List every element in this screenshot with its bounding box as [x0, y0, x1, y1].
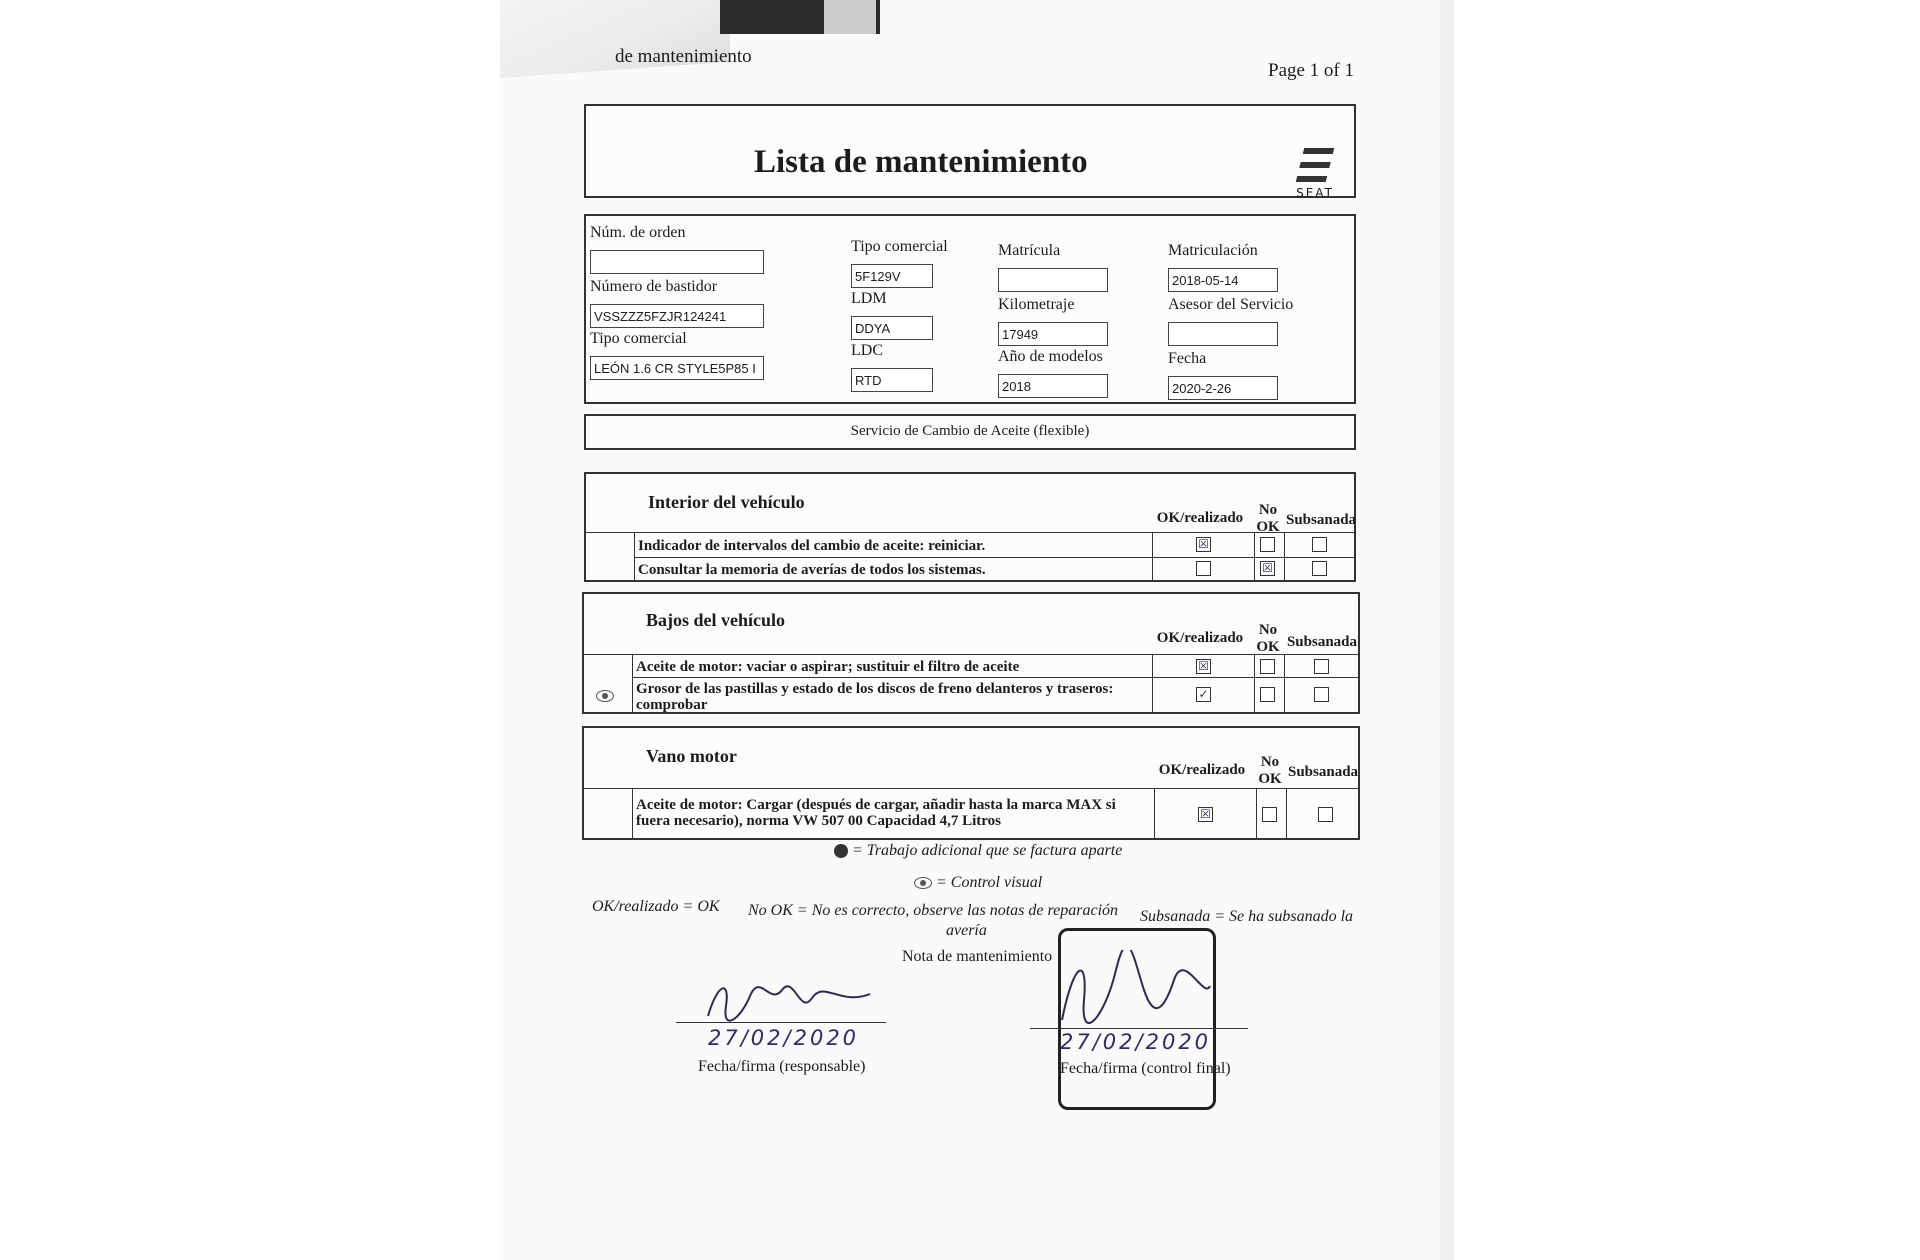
brand-wordmark: SEAT	[1296, 186, 1334, 200]
subsanada-checkbox[interactable]	[1314, 687, 1329, 702]
page-title: Lista de mantenimiento	[754, 144, 1088, 180]
matricula-field	[998, 268, 1108, 292]
section-title: Bajos del vehículo	[646, 610, 786, 630]
section-rows	[586, 532, 1354, 581]
tipo-comercial-label: Tipo comercial	[590, 330, 687, 347]
handwritten-date-right: 27/02/2020	[1060, 1030, 1212, 1054]
col-subsanada: Subsanada	[1286, 512, 1357, 528]
kilometraje-label: Kilometraje	[998, 296, 1075, 313]
col-nok: No OK	[1256, 622, 1280, 655]
section-title: Vano motor	[646, 746, 737, 766]
dot-icon	[834, 844, 848, 858]
eye-icon	[596, 687, 618, 705]
legend-sub-def: Subsanada = Se ha subsanado la	[1140, 908, 1354, 925]
ano-modelos-field: 2018	[998, 374, 1108, 398]
ok-checkbox[interactable]: ✓	[1196, 687, 1211, 702]
subsanada-checkbox[interactable]	[1312, 537, 1327, 552]
tipo-comercial-field: LEÓN 1.6 CR STYLE5P85 I	[590, 356, 764, 380]
title-box	[584, 104, 1356, 198]
page-indicator: Page 1 of 1	[1268, 60, 1355, 81]
signature-line-right	[1030, 1028, 1248, 1029]
fecha-field: 2020-2-26	[1168, 376, 1278, 400]
subsanada-checkbox[interactable]	[1312, 561, 1327, 576]
order-info-box	[584, 214, 1356, 404]
nok-checkbox[interactable]: ☒	[1260, 561, 1275, 576]
service-name: Servicio de Cambio de Aceite (flexible)	[850, 423, 1090, 439]
signature-caption-left: Fecha/firma (responsable)	[698, 1058, 866, 1075]
ok-checkbox[interactable]: ☒	[1196, 537, 1211, 552]
col-ok: OK/realizado	[1156, 510, 1244, 526]
num-orden-label: Núm. de orden	[590, 224, 686, 241]
service-name-box	[584, 414, 1356, 450]
kilometraje-field: 17949	[998, 322, 1108, 346]
nok-checkbox[interactable]	[1260, 687, 1275, 702]
section-vano-motor	[582, 726, 1360, 840]
page-edge	[1440, 0, 1454, 1260]
subsanada-checkbox[interactable]	[1314, 659, 1329, 674]
bastidor-label: Número de bastidor	[590, 278, 718, 295]
legend-nok-def-2: avería	[946, 922, 987, 939]
task-row-text: Indicador de intervalos del cambio de aceite: reiniciar.	[638, 538, 986, 554]
section-rows	[584, 788, 1358, 839]
nok-checkbox[interactable]	[1260, 537, 1275, 552]
eye-icon	[914, 877, 932, 889]
task-row-text: Consultar la memoria de averías de todos los sistemas.	[638, 562, 986, 578]
section-interior	[584, 472, 1356, 582]
legend-extra-work: = Trabajo adicional que se factura aparte	[834, 842, 1122, 860]
nok-checkbox[interactable]	[1262, 807, 1277, 822]
header-doc-name: de mantenimiento	[615, 46, 752, 67]
asesor-field	[1168, 322, 1278, 346]
ok-checkbox[interactable]: ☒	[1198, 807, 1213, 822]
fecha-label: Fecha	[1168, 350, 1207, 367]
col-nok: No OK	[1256, 502, 1280, 535]
task-row-text: Aceite de motor: vaciar o aspirar; sustituir el filtro de aceite	[636, 659, 1020, 675]
signature-right	[1054, 950, 1214, 1030]
task-row-text: Grosor de las pastillas y estado de los discos de freno delanteros y traseros: comprobar	[636, 681, 1114, 713]
matriculacion-label: Matriculación	[1168, 242, 1258, 259]
col-subsanada: Subsanada	[1286, 634, 1358, 650]
col-ok: OK/realizado	[1158, 762, 1246, 778]
ldc-field: RTD	[851, 368, 933, 392]
legend-nok-def: No OK = No es correcto, observe las notas de reparación	[748, 902, 1119, 919]
ano-modelos-label: Año de modelos	[998, 348, 1103, 365]
matricula-label: Matrícula	[998, 242, 1061, 259]
signature-line-left	[676, 1022, 886, 1023]
col-ok: OK/realizado	[1156, 630, 1244, 646]
nok-checkbox[interactable]	[1260, 659, 1275, 674]
signature-left	[700, 976, 880, 1028]
subsanada-checkbox[interactable]	[1318, 807, 1333, 822]
matriculacion-field: 2018-05-14	[1168, 268, 1278, 292]
section-title: Interior del vehículo	[648, 492, 805, 512]
signature-caption-right: Fecha/firma (control final)	[1060, 1060, 1231, 1077]
handwritten-date-left: 27/02/2020	[708, 1026, 860, 1050]
bastidor-field: VSSZZZ5FZJR124241	[590, 304, 764, 328]
col-nok: No OK	[1258, 754, 1282, 787]
legend-ok-def: OK/realizado = OK	[592, 898, 720, 915]
maintenance-note-label: Nota de mantenimiento	[902, 948, 1053, 965]
background-object	[720, 0, 880, 34]
num-orden-field	[590, 250, 764, 274]
ldm-field: DDYA	[851, 316, 933, 340]
asesor-label: Asesor del Servicio	[1168, 296, 1294, 313]
tipo-comercial2-label: Tipo comercial	[851, 238, 948, 255]
section-rows	[584, 654, 1358, 713]
ldc-label: LDC	[851, 342, 883, 359]
ldm-label: LDM	[851, 290, 887, 307]
section-bajos	[582, 592, 1360, 714]
legend-visual-control: = Control visual	[914, 874, 1042, 892]
seat-logo-icon	[1286, 148, 1344, 200]
ok-checkbox[interactable]: ☒	[1196, 659, 1211, 674]
tipo-comercial2-field: 5F129V	[851, 264, 933, 288]
ok-checkbox[interactable]	[1196, 561, 1211, 576]
task-row-text: Aceite de motor: Cargar (después de cargar, añadir hasta la marca MAX si fuera necesario), norma VW 507 00 Capacidad 4,7 Litros	[636, 797, 1116, 829]
col-subsanada: Subsanada	[1288, 764, 1359, 780]
